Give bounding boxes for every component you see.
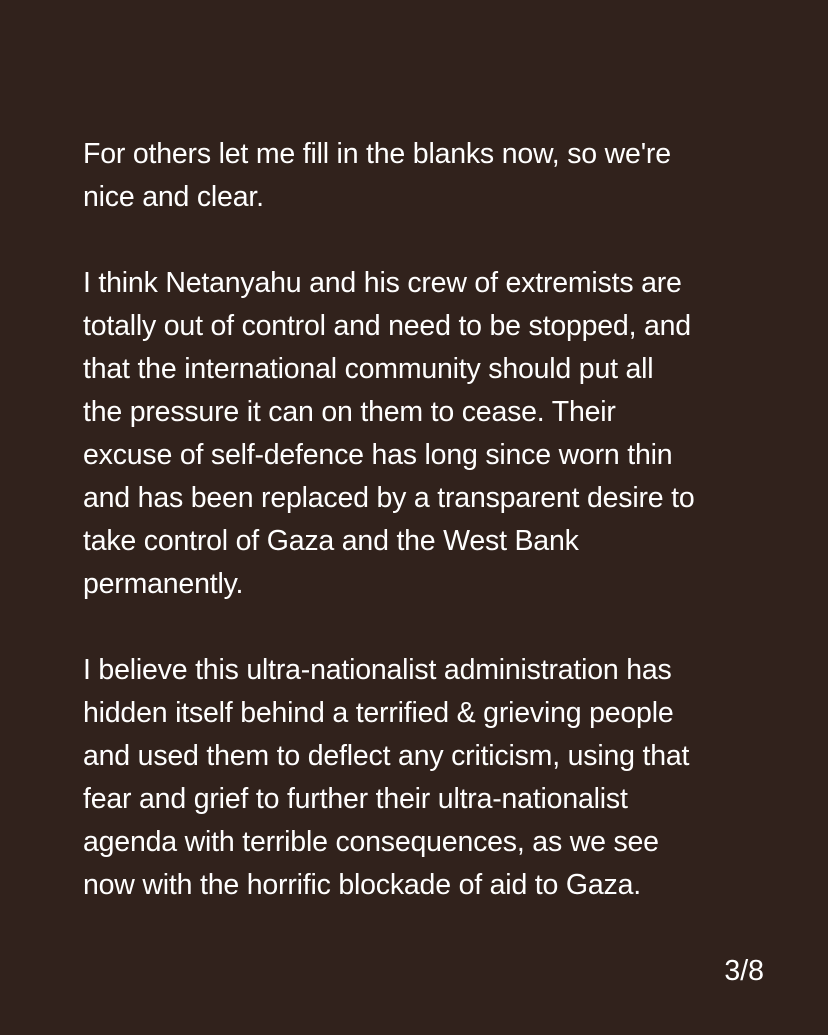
- page-indicator: 3/8: [724, 955, 764, 987]
- statement-text: [83, 133, 763, 907]
- paragraph-netanyahu: I think Netanyahu and his crew of extremists are totally out of control and need to be stopped, and that the international community should put all the pressure it can on them to cease. Their excuse of self-defence has long since worn thin and has been replaced by a transparent desire to take control of Gaza and the West Bank permanently.: [83, 267, 695, 600]
- paragraph-intro: For others let me fill in the blanks now, so we're nice and clear.: [83, 138, 671, 213]
- paragraph-administration: I believe this ultra-nationalist administration has hidden itself behind a terrified & grieving people and used them to deflect any criticism, using that fear and grief to further their ultra-nationalist agenda with terrible consequences, as we see now with the horrific blockade of aid to Gaza.: [83, 654, 690, 901]
